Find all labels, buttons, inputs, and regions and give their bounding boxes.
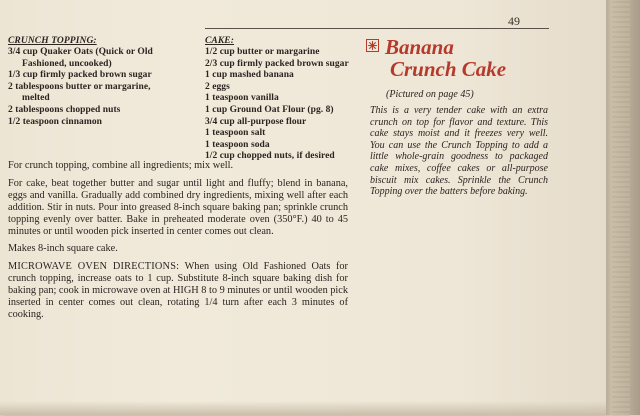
page-number: 49 — [508, 14, 520, 28]
ingredient-item: 1 teaspoon vanilla — [205, 93, 279, 104]
recipe-description: This is a very tender cake with an extra crunch on top for flavor and texture. This cake stays moist and it freezes very well. You can use the Crunch Topping to add a little whole-grain goodness to packaged cake mixes, coffee cakes or all-purpose biscuit mix cakes. Sprinkle the Crunch Topping over the batters before baking. — [370, 105, 548, 198]
snowflake-box-icon — [366, 39, 379, 52]
header-rule — [205, 28, 549, 29]
crunch-topping-heading: CRUNCH TOPPING: — [8, 36, 97, 46]
ingredient-item: 2 eggs — [205, 81, 230, 92]
ingredient-item: melted — [22, 93, 50, 104]
cake-heading: CAKE: — [205, 36, 235, 46]
binding-edge — [612, 0, 630, 416]
ingredient-item: 1 teaspoon salt — [205, 128, 266, 139]
ingredient-item: Fashioned, uncooked) — [22, 58, 112, 69]
ingredient-item: 1/3 cup firmly packed brown sugar — [8, 70, 152, 81]
ingredient-item: 3/4 cup all-purpose flour — [205, 116, 307, 127]
ingredient-item: 1 cup Ground Oat Flour (pg. 8) — [205, 104, 334, 115]
title-line-1: Banana — [385, 35, 454, 59]
ingredient-item: 1/2 cup butter or margarine — [205, 47, 320, 57]
recipe-title — [366, 36, 506, 80]
title-line-2: Crunch Cake — [390, 57, 507, 81]
microwave-text: When using Old Fashioned Oats for crunch topping, increase oats to 1 cup. Substitute 8-inch square baking dish for baking pan; cook in microwave oven at HIGH 8 to 9 minutes or until wooden pick inserted in center comes out clean, rotating 1/4 turn after each 3 minutes of cooking. — [8, 261, 349, 320]
cake-ingredients — [205, 36, 365, 163]
crunch-topping-directions: For crunch topping, combine all ingredients; mix well. — [8, 160, 234, 171]
microwave-directions — [8, 261, 348, 321]
ingredient-item: 2/3 cup firmly packed brown sugar — [205, 58, 349, 69]
ingredient-item: 1 cup mashed banana — [205, 70, 294, 81]
yield-text: Makes 8-inch square cake. — [8, 243, 118, 254]
microwave-label: MICROWAVE OVEN DIRECTIONS: — [8, 261, 180, 272]
crunch-topping-ingredients — [8, 36, 198, 128]
ingredient-item: 1/2 cup chopped nuts, if desired — [205, 151, 335, 162]
ingredient-item: 3/4 cup Quaker Oats (Quick or Old — [8, 47, 153, 57]
ingredient-item: 1 teaspoon soda — [205, 139, 270, 150]
directions — [8, 160, 348, 327]
ingredient-item: 2 tablespoons butter or margarine, — [8, 81, 151, 92]
cake-directions: For cake, beat together butter and sugar until light and fluffy; blend in banana, eggs and vanilla. Gradually add combined dry ingredients, mixing well after each addition. Stir in nuts. Pour into greased 8-inch square baking pan; sprinkle crunch topping evenly over batter. Bake in preheated moderate oven (350°F.) 40 to 45 minutes or until wooden pick inserted in center comes out clean. — [8, 178, 348, 237]
ingredient-item: 2 tablespoons chopped nuts — [8, 104, 121, 115]
ingredient-item: 1/2 teaspoon cinnamon — [8, 116, 102, 127]
pictured-reference: (Pictured on page 45) — [386, 89, 474, 100]
page-bottom-shadow — [0, 401, 608, 415]
